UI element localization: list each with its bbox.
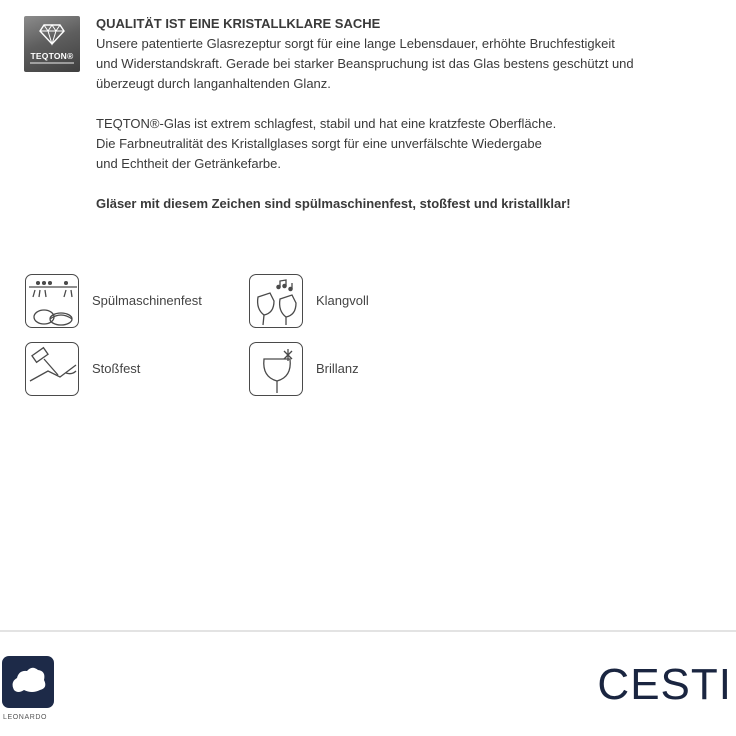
feature-label: Stoßfest: [92, 361, 141, 376]
teqton-badge: [24, 16, 80, 72]
glasses-music-icon: [249, 274, 303, 328]
dishwasher-icon: [25, 274, 79, 328]
paragraph-2: [96, 114, 726, 174]
badge-label: TEQTON®: [30, 51, 74, 61]
paragraph-1-line-1: Unsere patentierte Glasrezeptur sorgt für eine lange Lebensdauer, erhöhte Bruchfestigkeit: [96, 36, 615, 51]
paragraph-1-line-3: überzeugt durch langanhaltenden Glanz.: [96, 76, 331, 91]
quality-description: [96, 14, 726, 234]
paragraph-2-line-1: TEQTON®-Glas ist extrem schlagfest, stabil und hat eine kratzfeste Oberfläche.: [96, 116, 557, 131]
paragraph-3: Gläser mit diesem Zeichen sind spülmaschinenfest, stoßfest und kristallklar!: [96, 196, 571, 211]
paragraph-1: [96, 34, 726, 94]
logo-caption: LEONARDO: [3, 714, 48, 721]
brand-name: CESTI: [597, 660, 732, 709]
diamond-icon: [39, 22, 65, 46]
feature-label: Klangvoll: [316, 293, 369, 308]
section-title: QUALITÄT IST EINE KRISTALLKLARE SACHE: [96, 16, 381, 31]
hammer-icon: [25, 342, 79, 396]
footer-divider: [0, 630, 736, 632]
paragraph-1-line-2: und Widerstandskraft. Gerade bei starker Beanspruchung ist das Glas bestens geschützt und: [96, 56, 634, 71]
wineglass-sparkle-icon: [249, 342, 303, 396]
feature-label: Brillanz: [316, 361, 359, 376]
leonardo-logo: [2, 656, 54, 708]
paragraph-2-line-3: und Echtheit der Getränkefarbe.: [96, 156, 282, 171]
feature-label: Spülmaschinenfest: [92, 293, 202, 308]
badge-underline: [30, 62, 74, 64]
paragraph-2-line-2: Die Farbneutralität des Kristallglases sorgt für eine unverfälschte Wiedergabe: [96, 136, 542, 151]
cloud-icon: [2, 656, 54, 708]
